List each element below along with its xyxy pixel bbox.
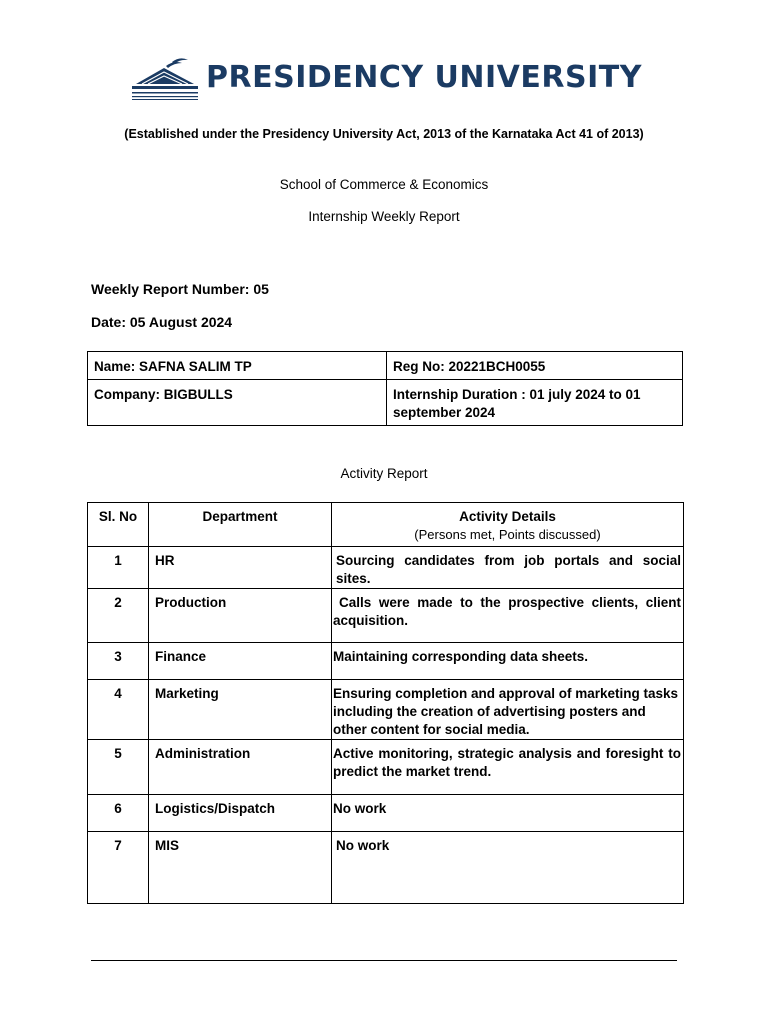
row-details: Sourcing candidates from job portals and social sites. [332, 547, 684, 589]
table-row [88, 352, 683, 380]
table-row [88, 680, 684, 740]
student-info-table [87, 351, 683, 426]
row-department: Finance [149, 643, 332, 680]
table-row [88, 832, 684, 904]
table-row [88, 643, 684, 680]
row-details: Ensuring completion and approval of marketing tasks including the creation of advertising posters and other content for social media. [332, 680, 684, 740]
row-number: 2 [88, 589, 149, 643]
footer-divider [91, 960, 677, 961]
row-details: Active monitoring, strategic analysis and foresight to predict the market trend. [332, 740, 684, 795]
row-number: 3 [88, 643, 149, 680]
university-seal-icon [128, 54, 202, 102]
row-details: No work [332, 795, 684, 832]
row-department: Marketing [149, 680, 332, 740]
registration-number: Reg No: 20221BCH0055 [387, 352, 683, 380]
row-number: 5 [88, 740, 149, 795]
row-number: 6 [88, 795, 149, 832]
university-logo [128, 54, 653, 104]
row-department: MIS [149, 832, 332, 904]
row-number: 4 [88, 680, 149, 740]
logo-wordmark: PRESIDENCY UNIVERSITY [206, 60, 642, 95]
weekly-report-number: Weekly Report Number: 05 [91, 281, 269, 297]
report-date: Date: 05 August 2024 [91, 314, 233, 330]
table-row [88, 589, 684, 643]
establishment-note: (Established under the Presidency University Act, 2013 of the Karnataka Act 41 of 2013) [124, 127, 644, 141]
student-name: Name: SAFNA SALIM TP [88, 352, 387, 380]
company-name: Company: BIGBULLS [88, 380, 387, 426]
report-title: Internship Weekly Report [308, 209, 460, 224]
activity-report-title: Activity Report [340, 466, 428, 481]
row-department: HR [149, 547, 332, 589]
school-name: School of Commerce & Economics [279, 177, 489, 192]
table-header-row [88, 503, 684, 547]
table-row [88, 547, 684, 589]
row-number: 7 [88, 832, 149, 904]
activity-table [87, 502, 684, 904]
header-details-label: Activity Details [459, 509, 556, 524]
row-number: 1 [88, 547, 149, 589]
header-details-sublabel: (Persons met, Points discussed) [414, 527, 601, 542]
row-department: Logistics/Dispatch [149, 795, 332, 832]
header-activity-details [332, 503, 684, 547]
row-details: Calls were made to the prospective clients, client acquisition. [332, 589, 684, 643]
table-row [88, 795, 684, 832]
header-department: Department [149, 503, 332, 547]
row-department: Administration [149, 740, 332, 795]
row-details: Maintaining corresponding data sheets. [332, 643, 684, 680]
row-department: Production [149, 589, 332, 643]
table-row [88, 740, 684, 795]
table-row [88, 380, 683, 426]
internship-duration: Internship Duration : 01 july 2024 to 01 september 2024 [387, 380, 683, 426]
header-sl-no: Sl. No [88, 503, 149, 547]
row-details: No work [332, 832, 684, 904]
